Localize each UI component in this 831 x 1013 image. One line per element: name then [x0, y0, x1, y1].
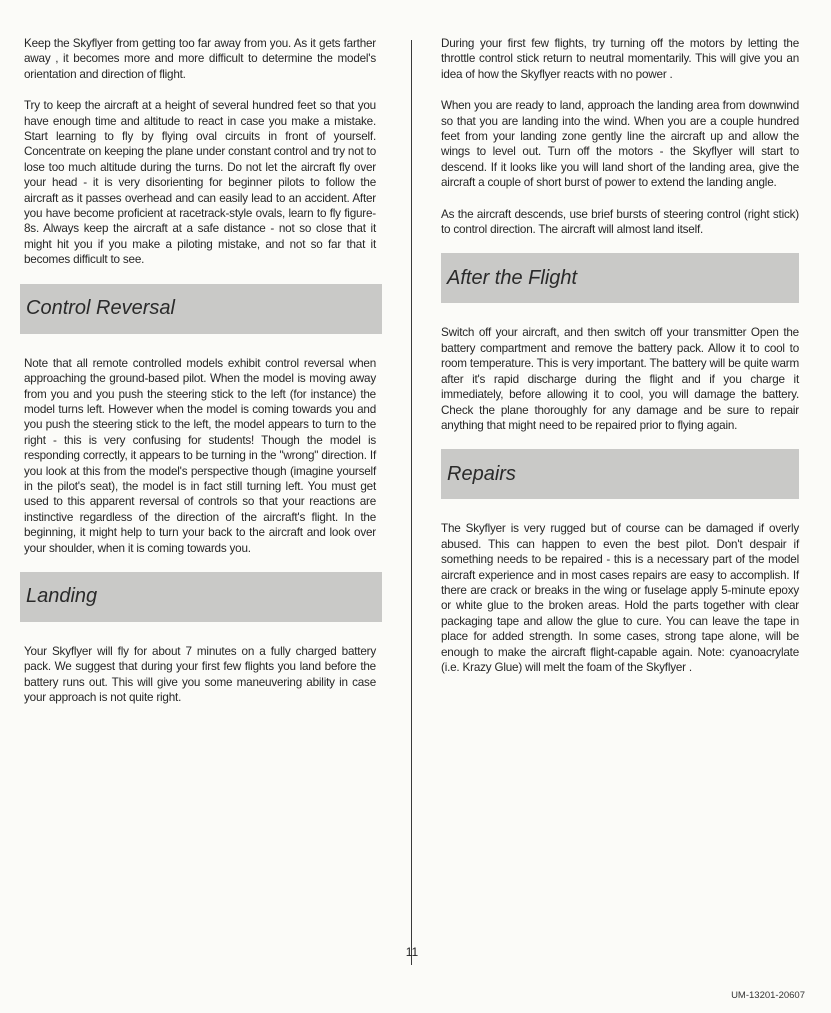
- heading-repairs: Repairs: [441, 449, 799, 499]
- heading-after-the-flight: After the Flight: [441, 253, 799, 303]
- page-number: 11: [405, 945, 419, 959]
- paragraph-approach: When you are ready to land, approach the landing area from downwind so that you are landing into the wind. When you are a couple hundred feet from your landing zone gently line the aircraft up and allow the wings to level out. Turn off the motors - the Skyflyer will start to descend. If it looks like you will land short of the landing area, give the aircraft a couple of short burst of power to extend the landing angle.: [441, 99, 799, 190]
- paragraph-descend: As the aircraft descends, use brief bursts of steering control (right stick) to control direction. The aircraft will almost land itself.: [441, 207, 799, 237]
- right-column: [441, 36, 799, 691]
- heading-landing: Landing: [20, 572, 382, 622]
- paragraph-after-flight: Switch off your aircraft, and then switch off your transmitter Open the battery compartment and remove the battery pack. Allow it to cool to room temperature. This is very important. The battery will be quite warm after it's rapid discharge during the flight and if you charge it immediately, before allowing it to cool, you will damage the battery. Check the plane thoroughly for any damage and be sure to repair anything that might need to be repaired prior to flying again.: [441, 326, 799, 432]
- paragraph-repairs: The Skyflyer is very rugged but of course can be damaged if overly abused. This can happen to even the best pilot. Don't despair if something needs to be repaired - this is a necessary part of the model aircraft experience and in most cases repairs are easy to accomplish. If there are crack or breaks in the wing or fuselage apply 5-minute epoxy or white glue to the broken areas. Hold the parts together with clear packaging tape and allow the glue to cure. You can leave the tape in place for added strength. In some cases, strong tape alone, will be enough to make the aircraft flight-capable again. Note: cyanoacrylate (i.e. Krazy Glue) will melt the foam of the Skyflyer .: [441, 522, 799, 674]
- left-column: [24, 36, 376, 722]
- paragraph-motors-off: During your first few flights, try turning off the motors by letting the throttle control stick return to neutral momentarily. This will give you an idea of how the Skyflyer reacts with no power .: [441, 37, 799, 81]
- paragraph-landing: Your Skyflyer will fly for about 7 minutes on a fully charged battery pack. We suggest that during your first few flights you land before the battery runs out. This will give you some maneuvering ability in case your approach is not quite right.: [24, 644, 376, 705]
- paragraph-altitude: Try to keep the aircraft at a height of several hundred feet so that you have enough time and altitude to react in case you make a mistake. Start learning to fly by flying oval circuits in front of yourself. Concentrate on keeping the plane under constant control and try not to lose too much altitude during the turns. Do not let the aircraft fly over your head - it is very disorienting for beginner pilots to follow the aircraft as it passes overhead and can easily lead to an accident. After you have become proficient at racetrack-style ovals, learn to fly figure-8s. Always keep the aircraft at a safe distance - not so close that it might hit you if you make a piloting mistake, and not so far that it becomes difficult to see.: [24, 99, 376, 267]
- paragraph-control-reversal: Note that all remote controlled models exhibit control reversal when approaching the ground-based pilot. When the model is moving away from you and you push the steering stick to the left (for instance) the model turns left. However when the model is coming towards you and you push the steering stick to the left, the model appears to turn to the right - this is very confusing for students! Though the model is responding correctly, it appears to be turning in the "wrong" direction. If you look at this from the model's perspective though (imagine yourself in the pilot's seat), the model is in fact still turning left. You must get used to this apparent reversal of controls so that your reactions are instinctive regardless of the direction of the aircraft's flight. In the beginning, it might help to turn your back to the aircraft and look over your shoulder, when it is coming towards you.: [24, 356, 376, 555]
- column-divider: [411, 40, 412, 965]
- heading-control-reversal: Control Reversal: [20, 284, 382, 334]
- paragraph-distance: Keep the Skyflyer from getting too far away from you. As it gets farther away , it becomes more and more difficult to determine the model's orientation and direction of flight.: [24, 37, 376, 81]
- document-code: UM-13201-20607: [731, 990, 805, 1001]
